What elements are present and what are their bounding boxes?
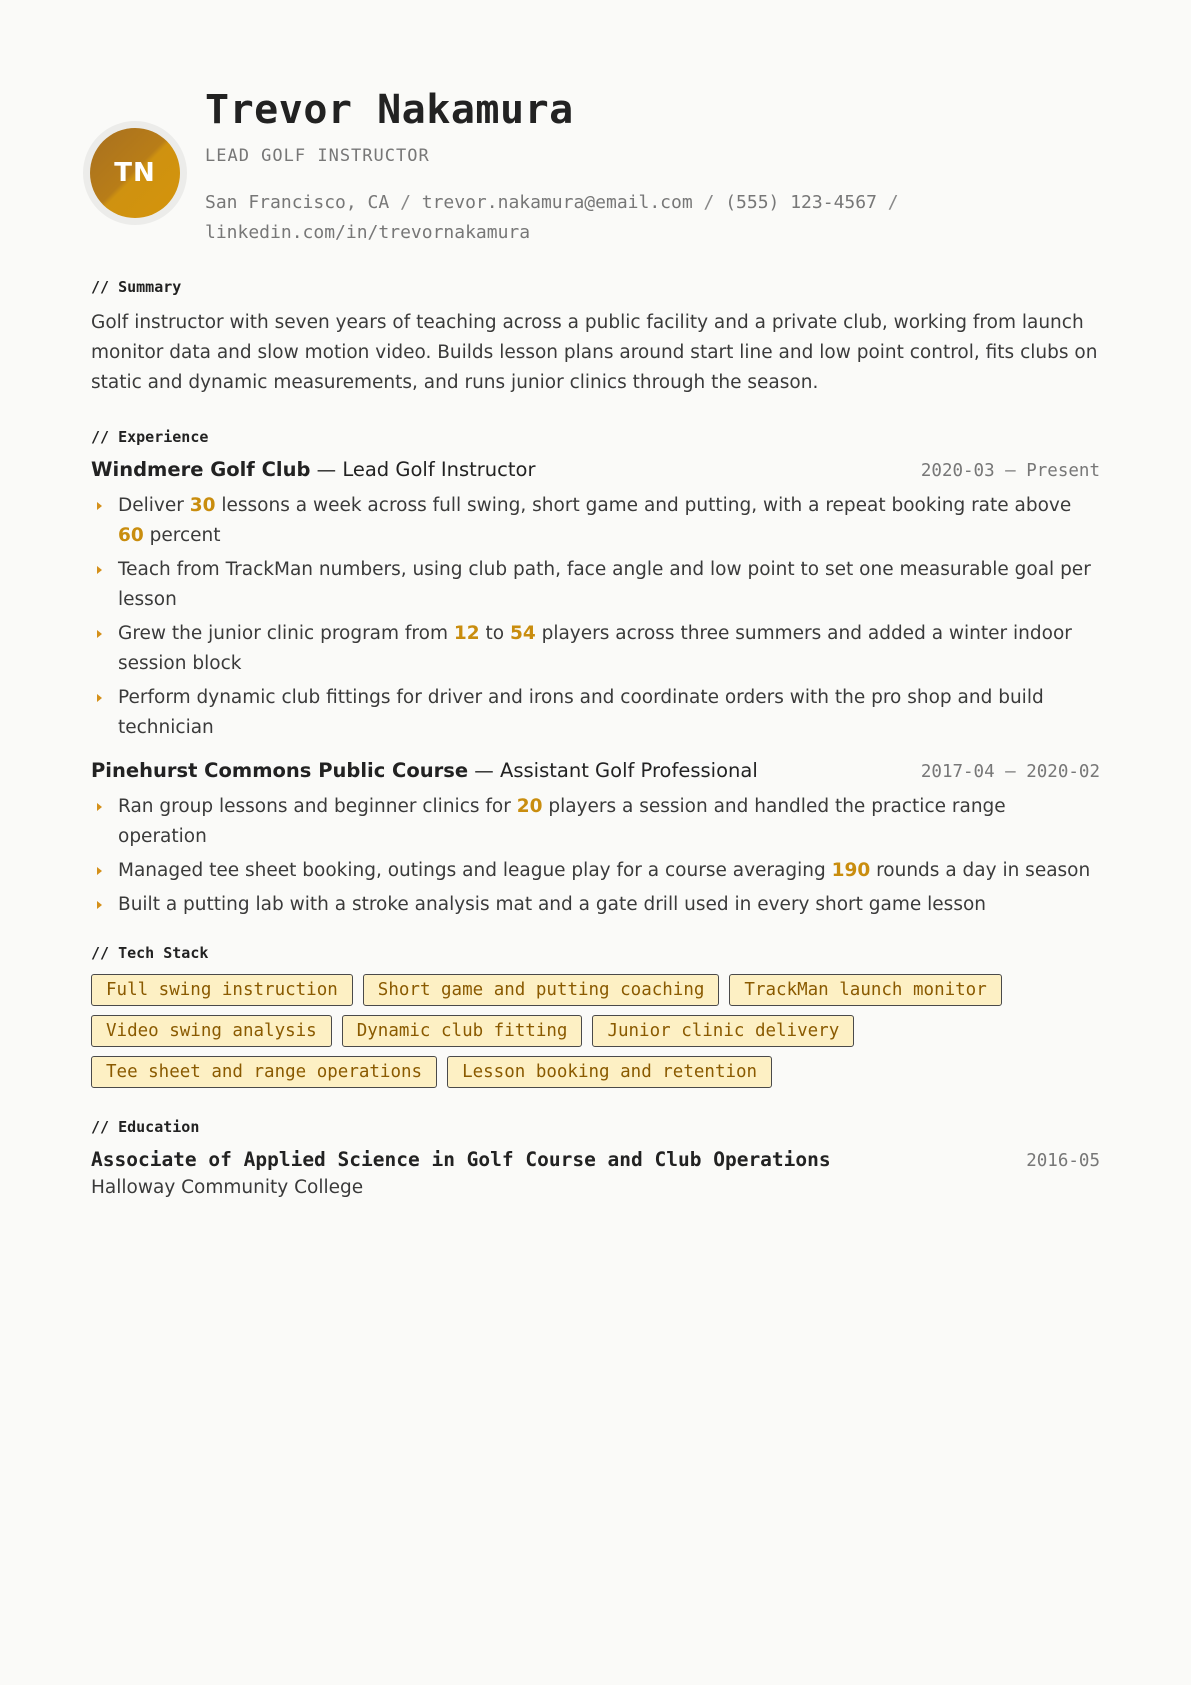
caret-right-icon (97, 803, 102, 811)
skill-tag: Dynamic club fitting (342, 1015, 583, 1047)
caret-right-icon (97, 502, 102, 510)
job-entry (91, 759, 1100, 920)
bullet-text: to (479, 623, 510, 644)
skills-section (91, 944, 1100, 1088)
job-header (91, 759, 1100, 782)
contact-phone[interactable]: (555) 123-4567 (725, 192, 877, 213)
bullet-text: rounds a day in season (870, 860, 1091, 881)
contact-location: San Francisco, CA (205, 192, 390, 213)
job-position: Lead Golf Instructor (342, 458, 536, 481)
summary-text: Golf instructor with seven years of teaching across a public facility and a private club, working from launch monitor data and slow motion video. Builds lesson plans around start line and low point control, fits clubs on static and dynamic measurements, and runs junior clinics through the season. (91, 312, 1098, 393)
skill-tags (91, 974, 1101, 1088)
bullet-text: Built a putting lab with a stroke analysis mat and a gate drill used in every short game lesson (118, 894, 987, 915)
job-company: Pinehurst Commons Public Course (91, 759, 469, 782)
caret-right-icon (97, 566, 102, 574)
bullet-text: lessons a week across full swing, short game and putting, with a repeat booking rate above (215, 495, 1072, 516)
caret-right-icon (97, 630, 102, 638)
bullet-text: Teach from TrackMan numbers, using club path, face angle and low point to set one measurable goal per lesson (118, 559, 1091, 610)
bullet-text: Ran group lessons and beginner clinics for (118, 796, 517, 817)
job-dates: 2020-03 – Present (920, 461, 1100, 481)
skill-tag: Tee sheet and range operations (91, 1056, 437, 1088)
bullet-text: players a session and handled the practice range operation (118, 796, 1006, 847)
highlight-number: 60 (118, 525, 144, 546)
school-name: Halloway Community College (91, 1177, 364, 1198)
section-title-education: // Education (91, 1118, 200, 1136)
section-title-experience: // Experience (91, 428, 209, 446)
job-bullet (91, 890, 1100, 920)
job-bullet (91, 619, 1100, 679)
resume-header (91, 0, 1100, 270)
experience-section (91, 428, 1100, 920)
job-dates: 2017-04 – 2020-02 (920, 762, 1100, 782)
contact-separator: / (692, 192, 726, 213)
education-section (91, 1118, 1100, 1198)
job-bullet (91, 856, 1100, 886)
job-title-dash: — (468, 759, 500, 782)
contact-separator: / (876, 192, 899, 213)
bullet-text: percent (143, 525, 221, 546)
job-bullet (91, 555, 1100, 615)
summary-section (91, 278, 1100, 398)
skill-tag: Video swing analysis (91, 1015, 332, 1047)
bullet-text: Grew the junior clinic program from (118, 623, 454, 644)
job-title-dash: — (310, 458, 343, 481)
skill-tag: Full swing instruction (91, 974, 353, 1006)
section-title-skills: // Tech Stack (91, 944, 209, 962)
highlight-number: 54 (509, 623, 536, 644)
bullet-text: Managed tee sheet booking, outings and league play for a course averaging (118, 860, 832, 881)
caret-right-icon (97, 867, 102, 875)
job-title (91, 759, 758, 782)
skill-tag: Junior clinic delivery (592, 1015, 854, 1047)
job-list (91, 458, 1100, 920)
avatar-initials: TN (90, 128, 180, 218)
job-bullets (91, 491, 1100, 743)
bullet-text: Perform dynamic club fittings for driver and irons and coordinate orders with the pro shop and build technician (118, 687, 1044, 738)
job-position: Assistant Golf Professional (500, 759, 758, 782)
contact-info (205, 188, 985, 248)
job-bullet (91, 792, 1100, 852)
job-company: Windmere Golf Club (91, 458, 311, 481)
contact-email[interactable]: trevor.nakamura@email.com (421, 192, 693, 213)
highlight-number: 20 (516, 796, 543, 817)
section-title-summary: // Summary (91, 278, 182, 296)
job-bullet (91, 491, 1100, 551)
candidate-role: LEAD GOLF INSTRUCTOR (205, 146, 430, 166)
bullet-text: players across three summers and added a winter indoor session block (118, 623, 1072, 674)
job-header (91, 458, 1100, 481)
avatar (83, 121, 187, 225)
highlight-number: 190 (831, 860, 871, 881)
candidate-name: Trevor Nakamura (205, 87, 574, 133)
bullet-text: Deliver (118, 495, 190, 516)
caret-right-icon (97, 901, 102, 909)
skill-tag: TrackMan launch monitor (729, 974, 1001, 1006)
caret-right-icon (97, 694, 102, 702)
education-date: 2016-05 (1026, 1151, 1100, 1171)
skill-tag: Lesson booking and retention (447, 1056, 772, 1088)
education-entry (91, 1148, 1100, 1171)
skill-tag: Short game and putting coaching (363, 974, 720, 1006)
contact-linkedin[interactable]: linkedin.com/in/trevornakamura (205, 222, 531, 243)
highlight-number: 30 (189, 495, 216, 516)
job-bullets (91, 792, 1100, 920)
job-title (91, 458, 535, 481)
degree: Associate of Applied Science in Golf Course and Club Operations (91, 1148, 831, 1171)
contact-separator: / (389, 192, 422, 213)
job-entry (91, 458, 1100, 743)
job-bullet (91, 683, 1100, 743)
highlight-number: 12 (453, 623, 480, 644)
